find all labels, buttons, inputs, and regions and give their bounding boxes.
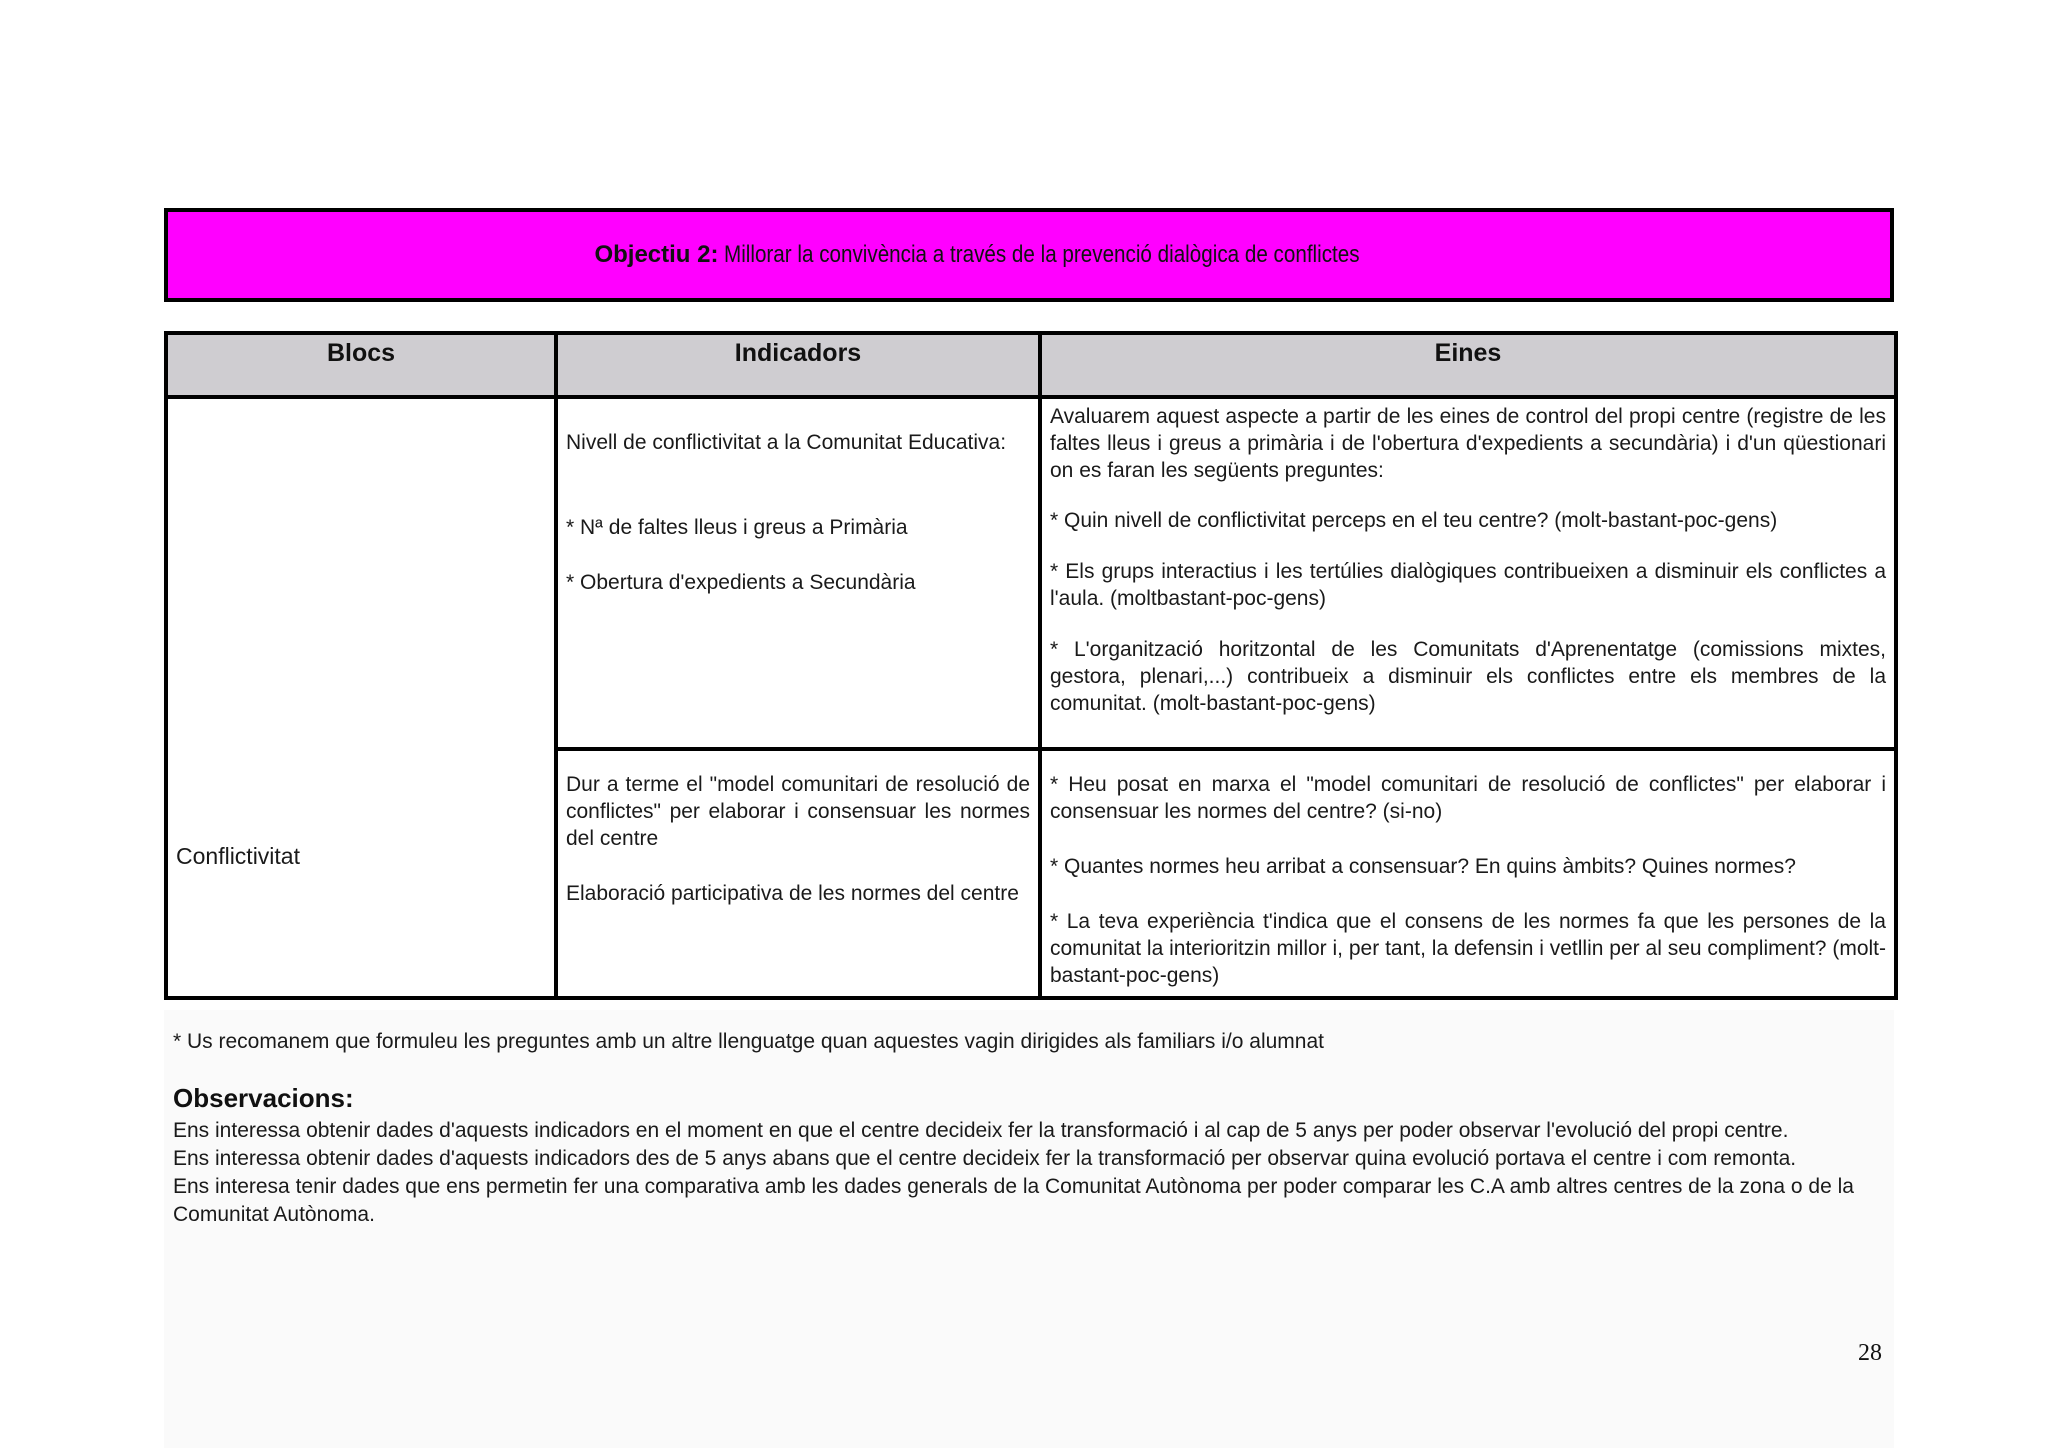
tool-item: * La teva experiència t'indica que el consens de les normes fa que les persones de la comunitat la interioritzin millor i, per tant, la defensin i vetllin per al seu compliment? (molt-bastant-poc-gens) [1050,910,1886,987]
observation-line: Ens interessa obtenir dades d'aquests indicadors des de 5 anys abans que el centre decideix fer la transformació per observar quina evolució portava el centre i com remonta. [173,1147,1797,1170]
header-indicadors: Indicadors [556,333,1040,397]
objective-label: Objectiu 2: [594,241,719,268]
tools-cell [1040,749,1896,998]
observations-body [173,1117,1883,1229]
header-eines: Eines [1040,333,1896,397]
tool-item: * Els grups interactius i les tertúlies dialògiques contribueixen a disminuir els conflictes a l'aula. (moltbastant-poc-gens) [1050,560,1886,610]
tool-item: * L'organització horitzontal de les Comunitats d'Aprenentatge (comissions mixtes, gestora, plenari,...) contribueix a disminuir els conflictes entre els membres de la comunitat. (molt-bastant-poc-gens) [1050,638,1886,715]
indicator-item: Dur a terme el "model comunitari de resolució de conflictes" per elaborar i consensuar les normes del centre [566,773,1030,850]
table-header-row [166,333,1896,397]
indicator-item: Elaboració participativa de les normes del centre [566,882,1019,905]
objective-banner [164,208,1894,302]
observation-line: Ens interesa tenir dades que ens permetin fer una comparativa amb les dades generals de la Comunitat Autònoma per poder comparar les C.A amb altres centres de la zona o de la Comunitat Autònoma. [173,1175,1854,1226]
bloc-cell [166,397,556,998]
tool-item: Avaluarem aquest aspecte a partir de les eines de control del propi centre (registre de les faltes lleus i greus a primària i de l'obertura d'expedients a secundària) i d'un qüestionari on es faran les següents preguntes: [1050,405,1886,482]
indicators-cell [556,749,1040,998]
indicators-cell [556,397,1040,749]
page-number: 28 [1858,1340,1882,1366]
indicator-item: * Nª de faltes lleus i greus a Primària [566,516,908,539]
header-blocs: Blocs [166,333,556,397]
objective-text: Millorar la convivència a través de la prevenció dialògica de conflictes [724,241,1361,268]
bloc-label: Conflictivitat [176,843,300,869]
tool-item: * Quin nivell de conflictivitat perceps en el teu centre? (molt-bastant-poc-gens) [1050,509,1778,532]
indicators-table [164,331,1898,1000]
observations-title: Observacions: [173,1083,354,1113]
tool-item: * Quantes normes heu arribat a consensuar? En quins àmbits? Quines normes? [1050,855,1796,878]
table-row [166,397,1896,749]
tool-item: * Heu posat en marxa el "model comunitari de resolució de conflictes" per elaborar i consensuar les normes del centre? (si-no) [1050,773,1886,823]
indicator-item: * Obertura d'expedients a Secundària [566,571,916,594]
page-background-shade [164,1010,1894,1448]
tools-cell [1040,397,1896,749]
observation-line: Ens interessa obtenir dades d'aquests indicadors en el moment en que el centre decideix fer la transformació i al cap de 5 anys per poder observar l'evolució del propi centre. [173,1119,1789,1142]
indicator-item: Nivell de conflictivitat a la Comunitat Educativa: [566,431,1007,454]
footnote: * Us recomanem que formuleu les preguntes amb un altre llenguatge quan aquestes vagin dirigides als familiars i/o alumnat [173,1030,1324,1053]
